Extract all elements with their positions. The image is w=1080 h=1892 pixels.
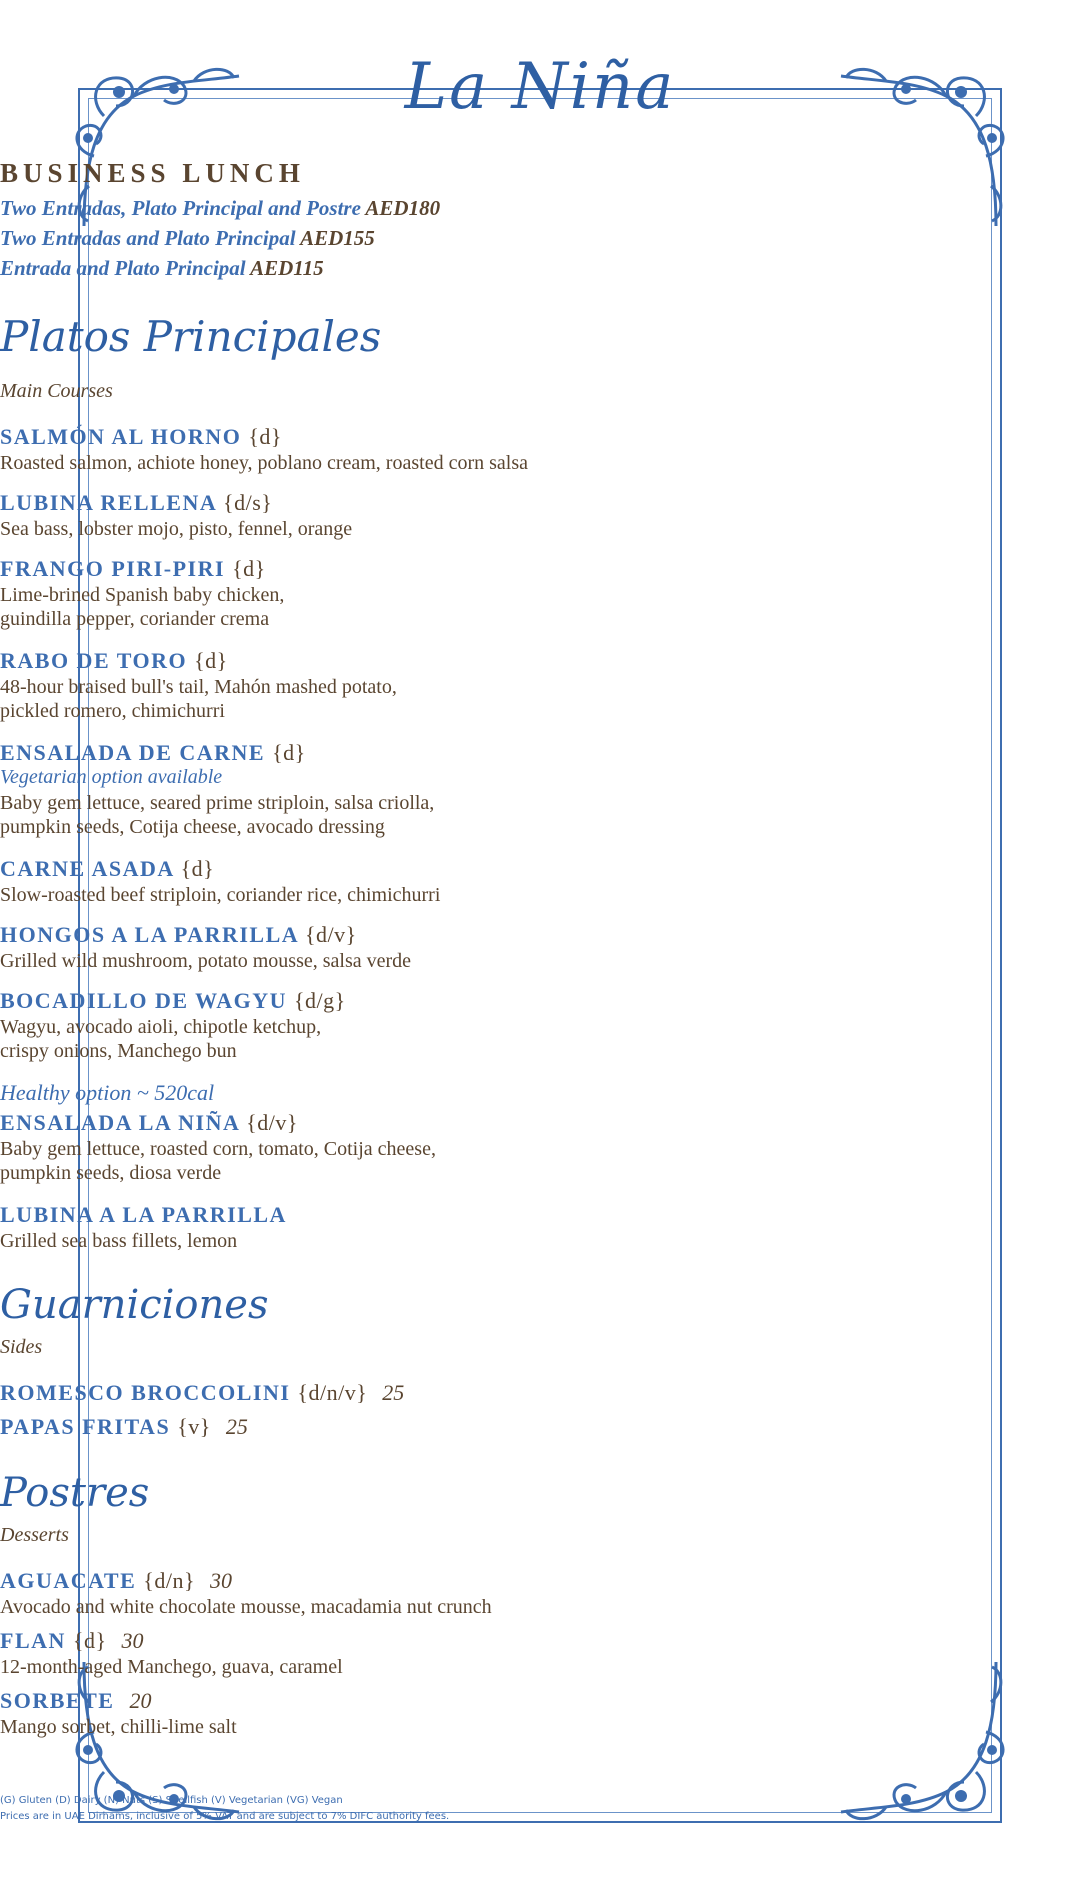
section-heading-mains: Platos Principales xyxy=(0,312,382,361)
menu-item-description: Slow-roasted beef striploin, coriander rice, chimichurri xyxy=(0,884,441,906)
item-title: AGUACATE xyxy=(0,1568,137,1593)
menu-item-description: pickled romero, chimichurri xyxy=(0,700,225,722)
item-title: ROMESCO BROCCOLINI xyxy=(0,1380,291,1405)
menu-item-name xyxy=(0,556,1080,582)
price-option xyxy=(0,226,1080,251)
menu-item-name xyxy=(0,490,1080,516)
menu-item-description: 12-month-aged Manchego, guava, caramel xyxy=(0,1656,343,1678)
item-title: LUBINA A LA PARRILLA xyxy=(0,1202,287,1227)
price-option-label: Entrada and Plato Principal xyxy=(0,256,246,280)
item-title: CARNE ASADA xyxy=(0,856,174,881)
dietary-tag: {d/v} xyxy=(246,1110,298,1135)
dietary-tag: {d/g} xyxy=(293,988,346,1013)
item-title: FLAN xyxy=(0,1628,66,1653)
dietary-tag: {v} xyxy=(177,1414,211,1439)
section-subheading-mains: Main Courses xyxy=(0,380,113,402)
item-title: ENSALADA DE CARNE xyxy=(0,740,266,765)
menu-item-name xyxy=(0,922,1080,948)
menu-item-name xyxy=(0,856,1080,882)
item-title: PAPAS FRITAS xyxy=(0,1414,171,1439)
dietary-tag: {d} xyxy=(272,740,306,765)
menu-item-description: Sea bass, lobster mojo, pisto, fennel, orange xyxy=(0,518,353,540)
prices-note: Prices are in UAE Dirhams, inclusive of 5% VAT and are subject to 7% DIFC authority fees. xyxy=(0,1811,450,1822)
menu-item-description: pumpkin seeds, Cotija cheese, avocado dressing xyxy=(0,816,385,838)
item-title: LUBINA RELLENA xyxy=(0,490,217,515)
item-title: RABO DE TORO xyxy=(0,648,188,673)
item-title: HONGOS A LA PARRILLA xyxy=(0,922,298,947)
price-option-amount: AED180 xyxy=(365,196,441,220)
dietary-tag: {d} xyxy=(232,556,266,581)
menu-item-description: pumpkin seeds, diosa verde xyxy=(0,1162,222,1184)
menu-item-name xyxy=(0,1380,1080,1406)
menu-item-description: Roasted salmon, achiote honey, poblano cream, roasted corn salsa xyxy=(0,452,528,474)
menu-item-description: Grilled sea bass fillets, lemon xyxy=(0,1230,238,1252)
menu-item-name xyxy=(0,1110,1080,1136)
menu-item-name xyxy=(0,1414,1080,1440)
price-option-label: Two Entradas and Plato Principal xyxy=(0,226,296,250)
dietary-tag: {d} xyxy=(194,648,228,673)
restaurant-logo: La Niña xyxy=(404,50,676,124)
menu-item-description: Grilled wild mushroom, potato mousse, salsa verde xyxy=(0,950,412,972)
price-option-amount: AED115 xyxy=(250,256,324,280)
menu-item-name xyxy=(0,1568,1080,1594)
menu-item-description: Baby gem lettuce, roasted corn, tomato, Cotija cheese, xyxy=(0,1138,436,1160)
dietary-tag: {d/n/v} xyxy=(297,1380,368,1405)
section-subheading-sides: Sides xyxy=(0,1336,43,1358)
section-heading-desserts: Postres xyxy=(0,1470,150,1516)
price-option xyxy=(0,256,1080,281)
price-option xyxy=(0,196,1080,221)
menu-item-name xyxy=(0,1628,1080,1654)
price-option-amount: AED155 xyxy=(300,226,375,250)
menu-item-name xyxy=(0,740,1080,766)
section-heading-sides: Guarniciones xyxy=(0,1282,269,1328)
dietary-tag: {d} xyxy=(72,1628,107,1653)
menu-item-name xyxy=(0,424,1080,450)
menu-item-name xyxy=(0,1202,1080,1228)
menu-item-description: Avocado and white chocolate mousse, macadamia nut crunch xyxy=(0,1596,492,1618)
dietary-tag: {d/n} xyxy=(143,1568,195,1593)
menu-item-description: Mango sorbet, chilli-lime salt xyxy=(0,1716,237,1738)
item-price: 20 xyxy=(129,1688,152,1713)
menu-item-note: Vegetarian option available xyxy=(0,766,223,788)
menu-item-description: 48-hour braised bull's tail, Mahón mashed potato, xyxy=(0,676,397,698)
allergen-legend: (G) Gluten (D) Dairy (N) Nuts (S) Shellfish (V) Vegetarian (VG) Vegan xyxy=(0,1795,343,1806)
page-title: BUSINESS LUNCH xyxy=(0,158,305,188)
item-title: SALMÓN AL HORNO xyxy=(0,424,242,449)
dietary-tag: {d} xyxy=(248,424,282,449)
menu-item-name xyxy=(0,988,1080,1014)
menu-item-description: Wagyu, avocado aioli, chipotle ketchup, xyxy=(0,1016,322,1038)
dietary-tag: {d} xyxy=(180,856,215,881)
item-price: 30 xyxy=(121,1628,144,1653)
dietary-tag: {d/s} xyxy=(223,490,273,515)
item-title: FRANGO PIRI-PIRI xyxy=(0,556,226,581)
item-title: BOCADILLO DE WAGYU xyxy=(0,988,287,1013)
item-price: 25 xyxy=(225,1414,248,1439)
menu-item-description: crispy onions, Manchego bun xyxy=(0,1040,237,1062)
menu-item-name xyxy=(0,648,1080,674)
menu-item-name xyxy=(0,1688,1080,1714)
menu-item-description: Lime-brined Spanish baby chicken, xyxy=(0,584,285,606)
item-price: 30 xyxy=(210,1568,232,1593)
item-price: 25 xyxy=(382,1380,405,1405)
price-option-label: Two Entradas, Plato Principal and Postre xyxy=(0,196,361,220)
dietary-tag: {d/v} xyxy=(304,922,357,947)
item-title: SORBETE xyxy=(0,1688,115,1713)
item-title: ENSALADA LA NIÑA xyxy=(0,1110,240,1135)
section-subheading-desserts: Desserts xyxy=(0,1524,69,1546)
menu-item-description: Baby gem lettuce, seared prime striploin, salsa criolla, xyxy=(0,792,435,814)
healthy-option-label: Healthy option ~ 520cal xyxy=(0,1080,215,1105)
menu-item-description: guindilla pepper, coriander crema xyxy=(0,608,270,630)
